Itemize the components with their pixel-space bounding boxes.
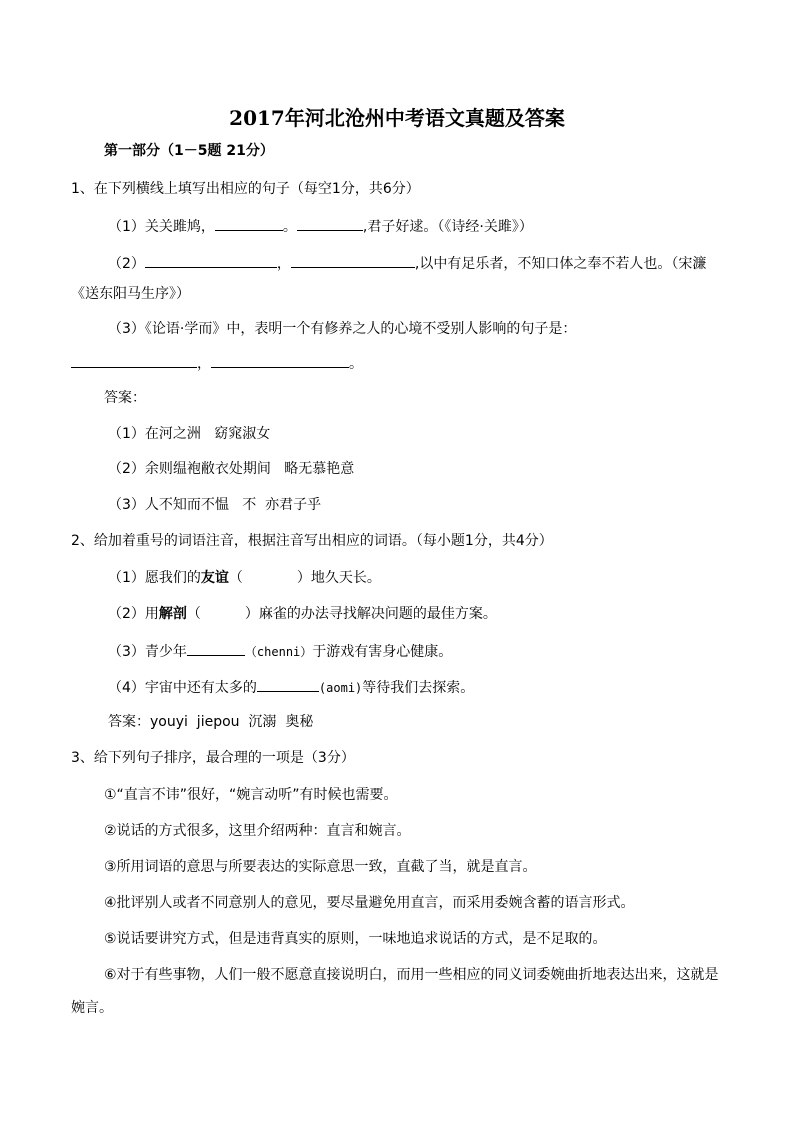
q1-item2-num: （2） xyxy=(108,256,145,272)
q2-item1-open: （ xyxy=(228,570,243,586)
q2-item4-post: 等待我们去探索。 xyxy=(362,680,475,696)
fill-blank[interactable] xyxy=(71,353,197,368)
fill-blank[interactable] xyxy=(145,253,277,268)
q1-item2-text-a: ， xyxy=(276,256,291,272)
fill-blank[interactable] xyxy=(211,353,349,368)
q2-item2-close: ） xyxy=(244,606,259,622)
q2-item2-word: 解剖 xyxy=(158,606,187,622)
q3-sentence-6-continuation: 婉言。 xyxy=(71,1000,113,1016)
q3-stem: 3、给下列句子排序，最合理的一项是（3分） xyxy=(71,750,355,766)
q1-item3: （3）《论语·学而》中，表明一个有修养之人的心境不受别人影响的句子是： xyxy=(108,321,577,337)
q1-answer-3: （3）人不知而不愠 不 亦君子乎 xyxy=(108,497,322,513)
fill-blank[interactable] xyxy=(257,677,319,692)
q2-item2 xyxy=(108,605,794,623)
q3-sentence-1: ①“直言不讳”很好，“婉言动听”有时候也需要。 xyxy=(104,787,398,803)
fill-blank[interactable] xyxy=(291,253,415,268)
q2-item2-pre: （2）用 xyxy=(108,606,159,622)
q1-item1-text-b: 。 xyxy=(282,219,297,235)
q2-stem: 2、给加着重号的词语注音，根据注音写出相应的词语。（每小题1分，共4分） xyxy=(71,533,553,549)
q2-item2-open: （ xyxy=(186,606,201,622)
q2-item1-word: 友谊 xyxy=(200,570,229,586)
q2-item1 xyxy=(108,569,794,587)
q2-answer: 答案：youyi jiepou 沉溺 奥秘 xyxy=(108,714,314,730)
q1-item2-continuation: 《送东阳马生序》） xyxy=(71,286,190,302)
q1-item3-blanks xyxy=(71,353,794,373)
q2-item3 xyxy=(108,641,794,661)
fill-blank[interactable] xyxy=(187,641,245,656)
q1-answer-label: 答案： xyxy=(104,390,146,406)
q2-item1-close: ） xyxy=(296,570,311,586)
q1-item2 xyxy=(108,253,794,273)
q3-sentence-6: ⑥对于有些事物，人们一般不愿意直接说明白，而用一些相应的同义词委婉曲折地表达出来，这就是 xyxy=(104,967,719,983)
q2-item3-pre: （3）青少年 xyxy=(108,644,187,660)
fill-blank[interactable] xyxy=(297,216,363,231)
document-title: 2017年河北沧州中考语文真题及答案 xyxy=(229,106,565,130)
q1-item3-end: 。 xyxy=(349,356,363,372)
q2-item4-pinyin: (aomi) xyxy=(318,681,363,695)
q3-sentence-4: ④批评别人或者不同意别人的意见，要尽量避免用直言，而采用委婉含蓄的语言形式。 xyxy=(104,895,635,911)
fill-blank[interactable] xyxy=(215,216,283,231)
q3-sentence-3: ③所用词语的意思与所要表达的实际意思一致，直截了当，就是直言。 xyxy=(104,859,537,875)
q2-item2-post: 麻雀的办法寻找解决问题的最佳方案。 xyxy=(258,606,497,622)
q1-item3-sep: ， xyxy=(197,356,211,372)
q2-item4 xyxy=(108,677,794,697)
q1-item1-num: （1） xyxy=(108,219,145,235)
q2-item4-pre: （4）宇宙中还有太多的 xyxy=(108,680,257,696)
q1-item1-text-a: 关关雎鸠， xyxy=(144,219,215,235)
section-heading: 第一部分（1－5题 21分） xyxy=(104,143,274,159)
q1-stem: 1、在下列横线上填写出相应的句子（每空1分，共6分） xyxy=(71,181,420,197)
q2-item1-pre: （1）愿我们的 xyxy=(108,570,201,586)
q1-answer-1: （1）在河之洲 窈窕淑女 xyxy=(108,426,271,442)
q3-sentence-5: ⑤说话要讲究方式，但是违背真实的原则，一味地追求说话的方式，是不足取的。 xyxy=(104,931,607,947)
q1-item2-text-b: ,以中有足乐者，不知口体之奉不若人也。（宋濂 xyxy=(414,256,707,272)
q2-item3-post: 于游戏有害身心健康。 xyxy=(312,644,453,660)
q1-item1-text-c: ,君子好逑。（《诗经·关雎》） xyxy=(362,219,533,235)
q2-item3-pinyin: （chenni） xyxy=(244,645,313,659)
q1-item1 xyxy=(108,216,794,236)
q3-sentence-2: ②说话的方式很多，这里介绍两种：直言和婉言。 xyxy=(104,823,411,839)
q1-answer-2: （2）余则缊袍敝衣处期间 略无慕艳意 xyxy=(108,461,355,477)
q2-item1-post: 地久天长。 xyxy=(310,570,381,586)
